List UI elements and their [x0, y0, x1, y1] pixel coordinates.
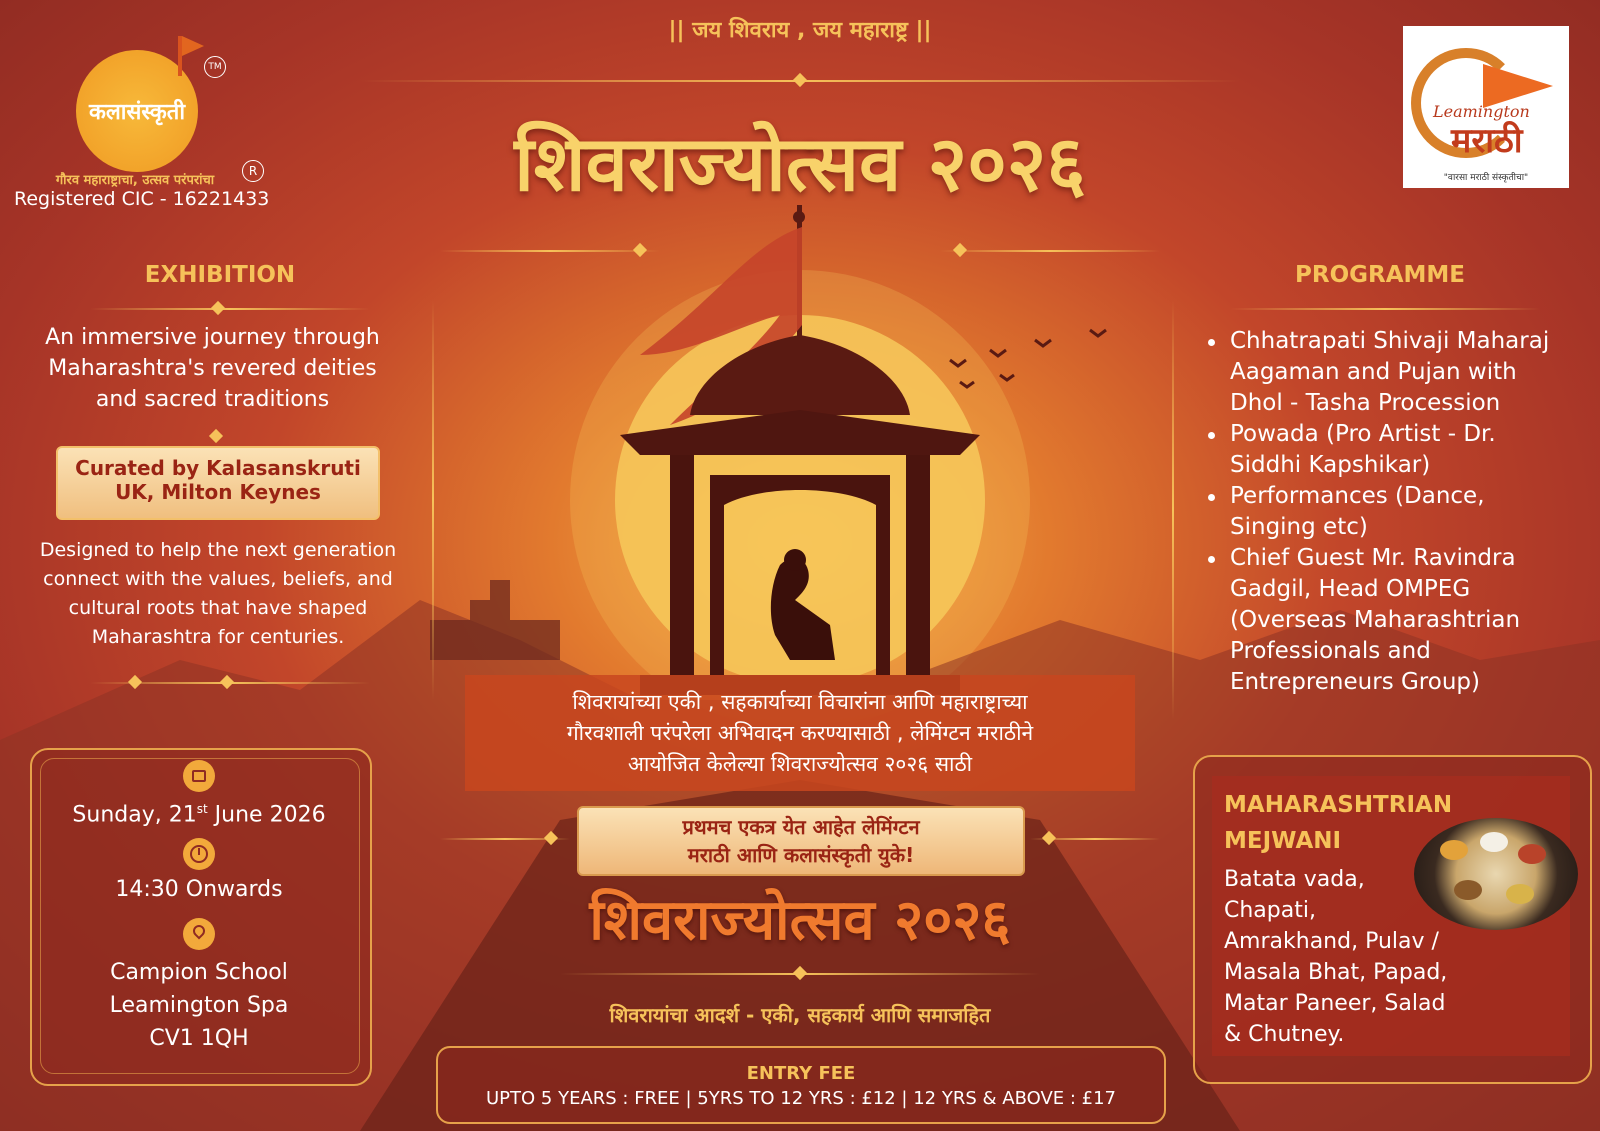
event-venue-line2: Leamington Spa	[109, 993, 289, 1018]
food-menu-item: Batata vada,	[1224, 867, 1365, 892]
event-time: 14:30 Onwards	[115, 877, 283, 902]
header-slogan: || जय शिवराय , जय महाराष्ट्र ||	[668, 18, 932, 43]
event-date	[40, 802, 358, 827]
kalasanskruti-logo	[76, 36, 206, 166]
curated-badge	[56, 446, 380, 520]
title-ornament-right	[940, 250, 1160, 252]
food-heading-line2: MEJWANI	[1224, 828, 1342, 854]
programme-item: Powada (Pro Artist - Dr. Siddhi Kapshikar)	[1202, 419, 1562, 481]
marathi-message-line2: गौरवशाली परंपरेला अभिवादन करण्यासाठी , लेमिंग्टन मराठीने	[566, 721, 1034, 745]
event-date-sup: st	[196, 802, 208, 816]
programme-ornament	[1230, 308, 1540, 310]
event-venue-line3: CV1 1QH	[149, 1026, 249, 1051]
logo-flag-cloth	[182, 36, 204, 56]
programme-item: Chhatrapati Shivaji Maharaj Aagaman and Pujan with Dhol - Tasha Procession	[1202, 326, 1562, 419]
food-menu-item: Masala Bhat, Papad,	[1224, 960, 1448, 985]
exhibition-heading: EXHIBITION	[144, 262, 296, 288]
logo-tagline: गौरव महाराष्ट्राचा, उत्सव परंपरांचा	[55, 173, 215, 188]
motto: शिवरायांचा आदर्श - एकी, सहकार्य आणि समाजहित	[609, 1003, 991, 1027]
clock-icon	[183, 838, 215, 870]
marathi-message-line3: आयोजित केलेल्या शिवराज्योत्सव २०२६ साठी	[627, 752, 973, 776]
calendar-icon	[183, 760, 215, 792]
entry-fee-details: UPTO 5 YEARS : FREE | 5YRS TO 12 YRS : £12 | 12 YRS & ABOVE : £17	[485, 1088, 1117, 1109]
exhibition-ornament	[90, 308, 370, 310]
programme-heading: PROGRAMME	[1295, 262, 1465, 288]
marathi-message-line1: शिवरायांच्या एकी , सहकार्याच्या विचारांना आणि महाराष्ट्राच्या	[572, 690, 1028, 714]
leamington-marathi-logo	[1403, 26, 1569, 188]
programme-item: Performances (Dance, Singing etc)	[1202, 481, 1562, 543]
marathi-message-box	[465, 675, 1135, 791]
food-menu-item: Amrakhand, Pulav /	[1224, 929, 1439, 954]
title-ornament-left	[440, 250, 660, 252]
food-menu-item: Matar Paneer, Salad	[1224, 991, 1446, 1016]
logo-right-name: मराठी	[1451, 121, 1523, 161]
left-divider	[432, 300, 434, 700]
logo-name: कलासंस्कृती	[88, 100, 186, 125]
event-venue-line1: Campion School	[110, 960, 288, 985]
collaboration-banner	[577, 806, 1025, 876]
logo-tm: TM	[204, 56, 226, 78]
chhatri-silhouette	[600, 205, 1000, 695]
food-menu-item: Chapati,	[1224, 898, 1316, 923]
exhibition-description: Designed to help the next generation connect with the values, beliefs, and cultural roots that have shaped Maharashtra for centuries.	[39, 539, 397, 648]
birds-decoration	[940, 320, 1130, 410]
location-icon	[183, 918, 215, 950]
banner-line2: मराठी आणि कलासंस्कृती युके!	[687, 843, 915, 867]
entry-fee-heading: ENTRY FEE	[746, 1063, 856, 1084]
logo-right-tagline: "वारसा मराठी संस्कृतीचा"	[1443, 173, 1529, 183]
food-menu	[1224, 864, 1484, 1050]
event-date-prefix: Sunday, 21	[72, 802, 197, 828]
registration-number: Registered CIC - 16221433	[14, 188, 270, 210]
exhibition-intro: An immersive journey through Maharashtra's revered deities and sacred traditions	[45, 325, 380, 412]
curated-line1: Curated by Kalasanskruti	[75, 456, 361, 480]
programme-list	[1202, 326, 1562, 698]
right-divider	[1172, 300, 1174, 720]
banner-line1: प्रथमच एकत्र येत आहेत लेमिंग्टन	[682, 815, 920, 839]
curated-line2: UK, Milton Keynes	[115, 480, 321, 504]
food-menu-item: & Chutney.	[1224, 1022, 1345, 1047]
registered-mark: R	[242, 160, 264, 182]
main-title: शिवराज्योत्सव २०२६	[514, 119, 1086, 208]
food-heading-line1: MAHARASHTRIAN	[1224, 792, 1453, 818]
entry-fee-box	[436, 1046, 1166, 1124]
event-date-suffix: June 2026	[207, 802, 326, 828]
logo-script: Leamington	[1433, 102, 1530, 121]
programme-item: Chief Guest Mr. Ravindra Gadgil, Head OMPEG (Overseas Maharashtrian Professionals and Entrepreneurs Group)	[1202, 543, 1562, 698]
secondary-title: शिवराज्योत्सव २०२६	[589, 888, 1011, 953]
